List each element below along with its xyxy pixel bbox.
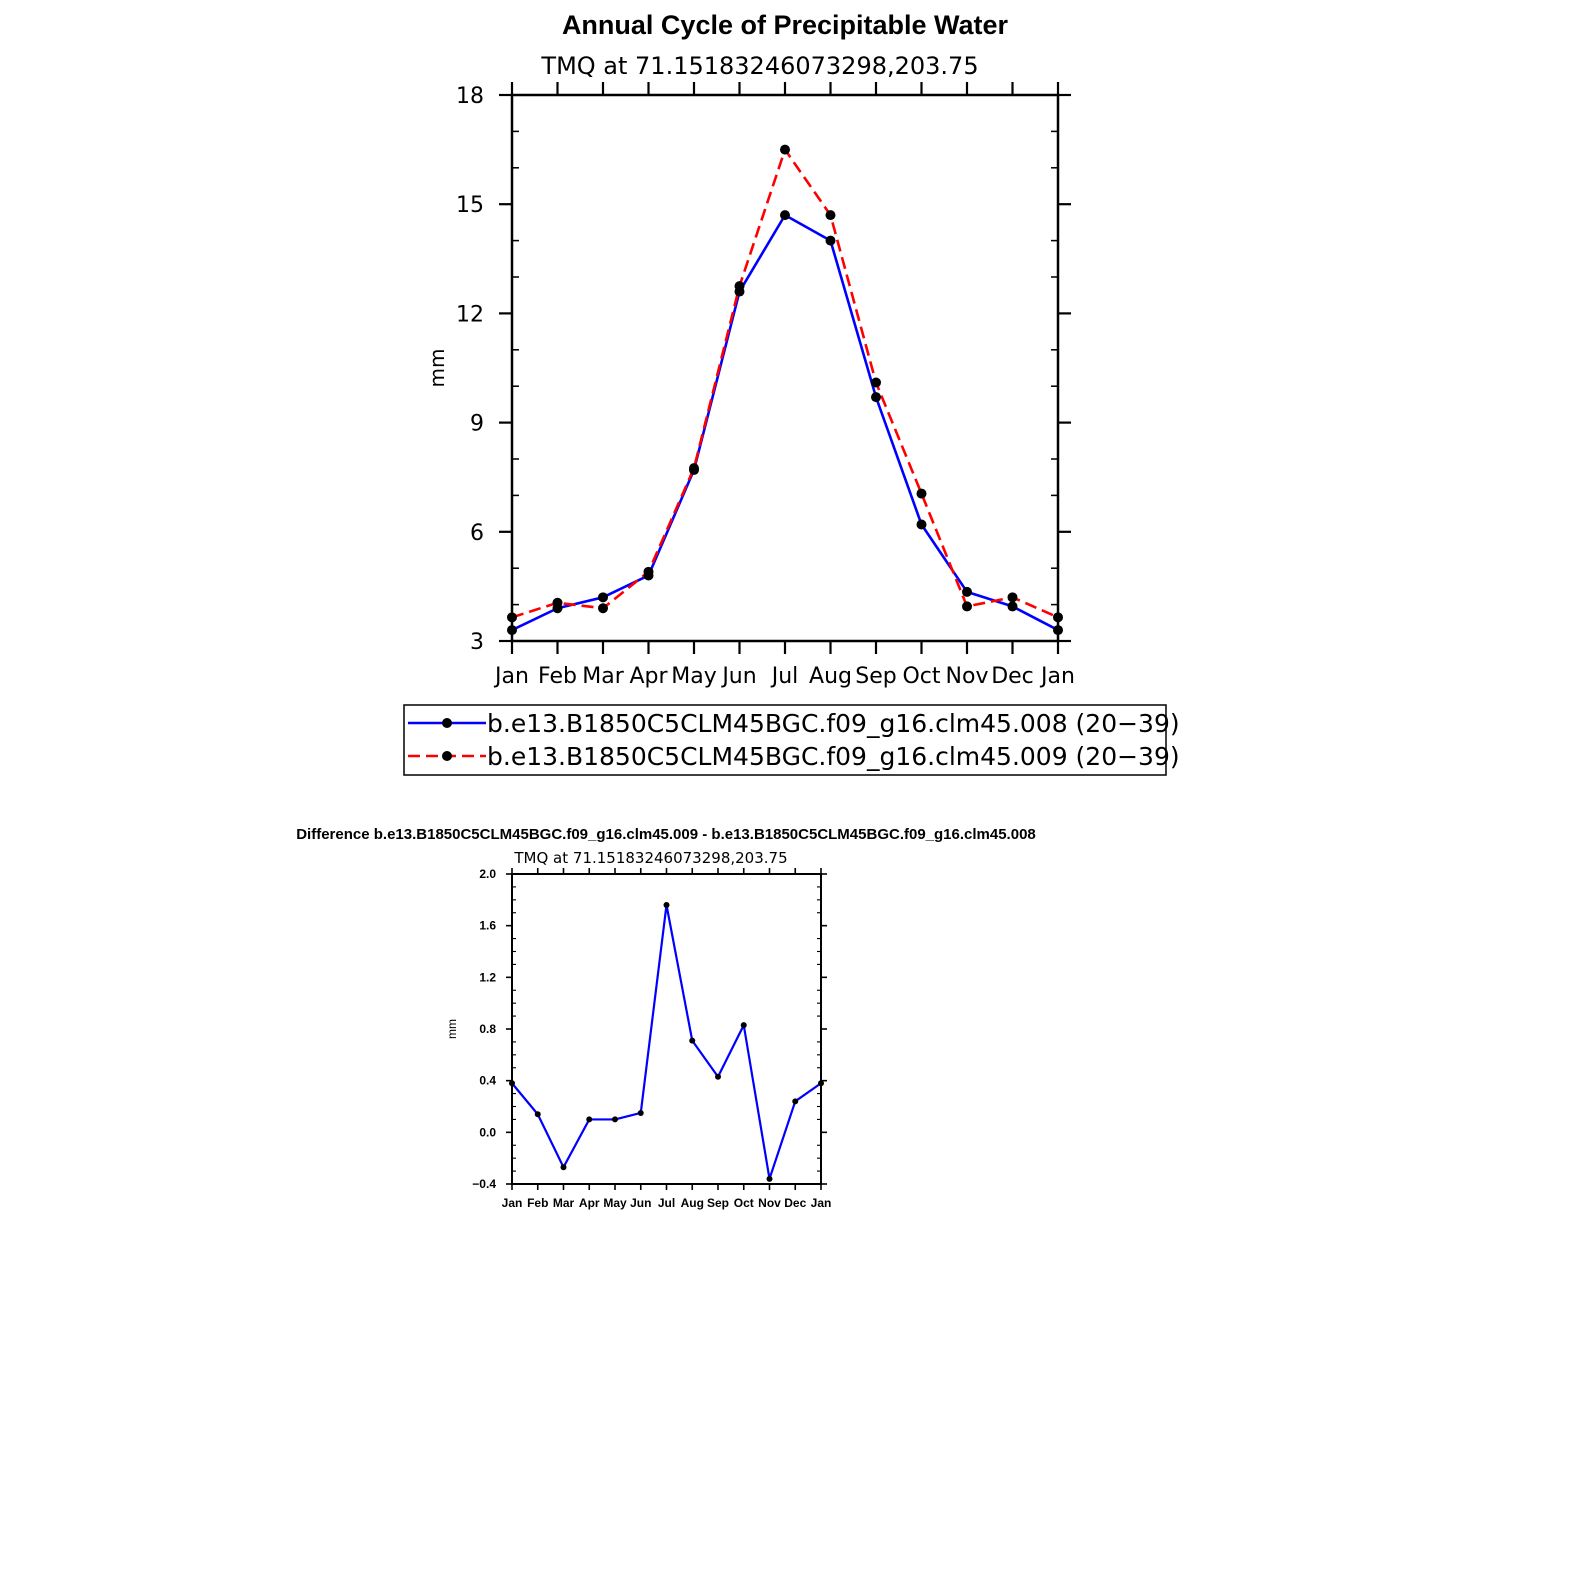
y-tick-label: 0.8 [479,1022,496,1036]
x-tick-label: Oct [733,1196,754,1210]
data-point [826,236,836,246]
plot-frame [512,95,1058,641]
data-point [689,1038,695,1044]
legend-label-009: b.e13.B1850C5CLM45BGC.f09_g16.clm45.009 (20−39) [487,742,1180,771]
x-tick-label: Oct [902,664,941,689]
y-axis-label: mm [425,348,449,388]
x-tick-label: Jul [771,664,799,689]
series-lines [509,902,824,1182]
data-point [826,210,836,220]
y-tick-labels [472,867,496,1191]
data-point [598,592,608,602]
x-tick-label: May [603,1196,627,1210]
annual-cycle-chart [404,10,1180,775]
data-point [780,210,790,220]
x-tick-label: Mar [552,1196,575,1210]
x-tick-label: Dec [784,1196,807,1210]
x-tick-label: Apr [629,664,668,689]
data-point [507,612,517,622]
data-point [962,601,972,611]
tick-marks [499,82,1071,654]
difference-chart [296,826,1036,1210]
y-tick-label: 0.0 [479,1125,496,1140]
data-point [735,281,745,291]
x-tick-label: Nov [945,664,989,689]
series-lines [507,145,1063,635]
y-tick-label: 1.6 [479,918,496,933]
data-point [553,598,563,608]
tick-marks [506,868,827,1190]
data-point [664,902,670,908]
plot-frame [512,874,821,1184]
data-point [535,1111,541,1117]
legend [404,705,1180,775]
x-tick-label: Dec [991,664,1034,689]
y-tick-label: −0.4 [472,1177,496,1191]
chart-subtitle: TMQ at 71.15183246073298,203.75 [514,849,788,867]
y-tick-label: 15 [456,193,484,219]
data-point [509,1080,515,1086]
x-tick-labels [493,664,1075,689]
x-tick-label: Apr [578,1196,600,1210]
data-point [818,1080,824,1086]
chart-title: Difference b.e13.B1850C5CLM45BGC.f09_g16.clm45.009 - b.e13.B1850C5CLM45BGC.f09_g16.clm45.008 [296,826,1036,843]
legend-label-008: b.e13.B1850C5CLM45BGC.f09_g16.clm45.008 (20−39) [487,709,1180,738]
x-tick-label: Jan [495,664,529,689]
x-tick-label: Jun [630,1196,652,1210]
y-axis-label: mm [445,1019,459,1039]
y-tick-label: 18 [456,84,484,109]
x-tick-label: Aug [809,664,852,689]
x-tick-label: May [671,664,717,689]
x-tick-label: Aug [680,1196,704,1210]
data-point [917,489,927,499]
series-line-0 [512,215,1058,630]
x-tick-label: Nov [758,1196,781,1210]
x-tick-label: Jan [501,1196,523,1210]
y-tick-labels [456,84,484,655]
y-tick-label: 1.2 [479,970,496,985]
data-point [1053,612,1063,622]
x-tick-label: Feb [527,1196,549,1210]
data-point [871,378,881,388]
data-point [767,1176,773,1182]
data-point [561,1164,567,1170]
data-point [644,567,654,577]
data-point [741,1022,747,1028]
data-point [1008,592,1018,602]
x-tick-label: Jan [810,1196,832,1210]
x-tick-label: Mar [582,664,624,689]
data-point [792,1098,798,1104]
data-point [586,1116,592,1122]
data-point [780,145,790,155]
legend-marker-008 [442,718,452,728]
data-point [917,520,927,530]
data-point [612,1116,618,1122]
x-tick-label: Sep [706,1196,730,1210]
x-tick-labels [502,1196,832,1210]
data-point [715,1074,721,1080]
x-tick-label: Jan [1041,664,1075,689]
y-tick-label: 3 [470,630,484,655]
y-tick-label: 0.4 [479,1073,496,1088]
x-tick-label: Sep [855,664,897,689]
data-point [507,625,517,635]
data-point [598,603,608,613]
y-tick-label: 9 [470,411,484,437]
data-point [638,1110,644,1116]
data-point [871,392,881,402]
data-point [689,463,699,473]
chart-subtitle: TMQ at 71.15183246073298,203.75 [541,52,979,80]
data-point [1008,601,1018,611]
data-point [962,587,972,597]
data-point [1053,625,1063,635]
x-tick-label: Jul [657,1196,676,1210]
legend-marker-009 [442,751,452,761]
chart-title: Annual Cycle of Precipitable Water [561,10,1009,40]
x-tick-label: Jun [722,664,757,689]
y-tick-label: 12 [456,302,484,328]
y-tick-label: 6 [470,520,484,546]
x-tick-label: Feb [538,664,577,689]
y-tick-label: 2.0 [479,867,496,881]
series-line-0 [512,905,821,1179]
